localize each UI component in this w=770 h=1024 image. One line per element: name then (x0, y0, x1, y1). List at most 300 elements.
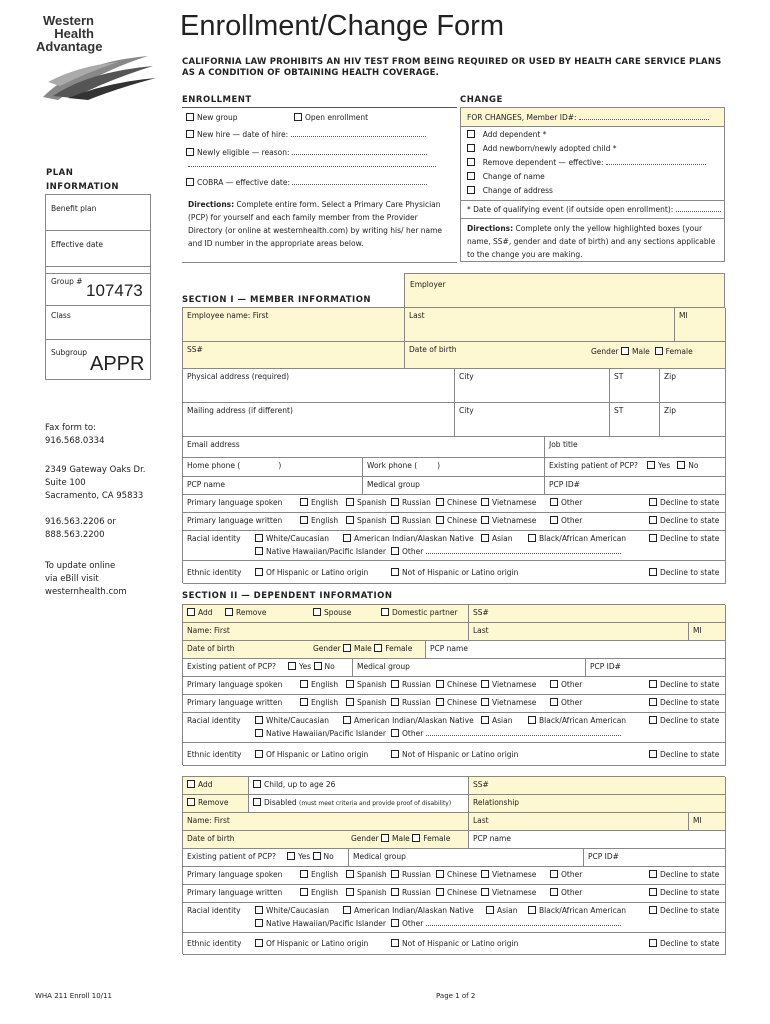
dep1-racial-row (183, 713, 726, 743)
opt-chinese[interactable] (436, 698, 477, 707)
other-label: Other (561, 870, 583, 879)
checkbox-icon (187, 798, 195, 806)
opt-spanish[interactable] (346, 870, 387, 879)
change-name-checkbox[interactable] (467, 172, 545, 181)
yes-label: Yes (658, 461, 671, 470)
race-other-field[interactable] (426, 735, 621, 736)
opt-native-hawaiian[interactable] (255, 729, 386, 738)
opt-black[interactable] (528, 534, 626, 543)
dep1-dob-field[interactable] (183, 641, 426, 659)
add-dependent-label: Add dependent * (482, 130, 547, 139)
opt-decline[interactable] (649, 698, 719, 707)
mailing-city-field[interactable] (455, 403, 610, 437)
vietnamese-label: Vietnamese (492, 698, 537, 707)
asian-label: Asian (492, 534, 513, 543)
checkbox-icon (467, 186, 475, 194)
opt-russian[interactable] (391, 498, 431, 507)
ethnic-label: Ethnic identity (187, 568, 242, 577)
checkbox-icon (343, 906, 351, 914)
male-checkbox[interactable] (621, 347, 629, 355)
checkbox-icon (481, 516, 489, 524)
logo-text (36, 13, 103, 54)
newly-eligible-reason-field[interactable] (292, 154, 427, 155)
dep2-lang-spoken-row (183, 867, 726, 885)
opt-asian[interactable] (486, 906, 517, 915)
lang-spoken-label: Primary language spoken (187, 680, 283, 689)
opt-english[interactable] (300, 888, 338, 897)
opt-spanish[interactable] (346, 698, 387, 707)
mi-label: MI (679, 311, 688, 320)
opt-decline[interactable] (649, 568, 719, 577)
white-label: White/Caucasian (266, 534, 329, 543)
opt-decline[interactable] (649, 498, 719, 507)
opt-english[interactable] (300, 498, 338, 507)
checkbox-icon (186, 130, 194, 138)
section2-heading: SECTION II — DEPENDENT INFORMATION (182, 591, 393, 601)
opt-decline[interactable] (649, 750, 719, 759)
opt-russian[interactable] (391, 516, 431, 525)
employer-field[interactable] (404, 273, 725, 308)
opt-decline[interactable] (649, 534, 719, 543)
checkbox-icon (486, 906, 494, 914)
ssn-label: SS# (473, 608, 489, 617)
opt-spanish[interactable] (346, 498, 387, 507)
opt-native-hawaiian[interactable] (255, 919, 386, 928)
opt-decline[interactable] (649, 939, 719, 948)
dep1-ethnic-row (183, 743, 726, 766)
opt-chinese[interactable] (436, 870, 477, 879)
no-label: No (323, 852, 334, 861)
section1-heading: SECTION I — MEMBER INFORMATION (182, 295, 372, 305)
pcp-name-field[interactable] (183, 477, 363, 495)
cobra-checkbox[interactable] (186, 178, 427, 187)
russian-label: Russian (402, 870, 431, 879)
add-dependent-checkbox[interactable] (467, 130, 546, 139)
dep2-remove-checkbox[interactable] (183, 795, 249, 813)
dep2-dob-field[interactable] (183, 831, 469, 849)
opt-vietnamese[interactable] (481, 516, 536, 525)
opt-decline[interactable] (649, 870, 719, 879)
yes-checkbox[interactable] (647, 461, 655, 469)
no-checkbox[interactable] (677, 461, 685, 469)
opt-chinese[interactable] (436, 888, 477, 897)
checkbox-icon (436, 888, 444, 896)
opt-asian[interactable] (481, 716, 512, 725)
member-id-field[interactable] (579, 119, 709, 120)
not-hispanic-label: Not of Hispanic or Latino origin (402, 939, 519, 948)
dob-field[interactable] (405, 342, 726, 369)
checkbox-icon (346, 870, 354, 878)
checkbox-icon (391, 750, 399, 758)
dep1-medical-group-field[interactable] (353, 659, 586, 677)
checkbox-icon (186, 178, 194, 186)
checkbox-icon (255, 729, 263, 737)
physical-address-label: Physical address (required) (187, 372, 290, 381)
directions-label: Directions: (188, 200, 235, 209)
female-checkbox[interactable] (412, 834, 420, 842)
dep2-pcp-name-field[interactable] (469, 831, 726, 849)
spanish-label: Spanish (357, 680, 387, 689)
opt-other[interactable] (550, 698, 582, 707)
opt-decline[interactable] (649, 716, 719, 725)
opt-not-hispanic[interactable] (391, 939, 518, 948)
opt-vietnamese[interactable] (481, 680, 536, 689)
russian-label: Russian (402, 498, 431, 507)
chinese-label: Chinese (447, 516, 477, 525)
mailing-state-field[interactable] (610, 403, 660, 437)
opt-chinese[interactable] (436, 680, 477, 689)
dep1-lang-written-row (183, 695, 726, 713)
other-label: Other (561, 516, 583, 525)
gender-label: Gender (591, 347, 619, 356)
dep1-lang-spoken-row (183, 677, 726, 695)
dep2-existing-pcp (183, 849, 349, 867)
checkbox-icon (467, 158, 475, 166)
cobra-date-field[interactable] (292, 184, 427, 185)
yes-label: Yes (299, 662, 312, 671)
opt-white[interactable] (255, 534, 329, 543)
opt-chinese[interactable] (436, 516, 477, 525)
opt-russian[interactable] (391, 870, 431, 879)
english-label: English (311, 680, 339, 689)
female-checkbox[interactable] (655, 347, 663, 355)
new-hire-checkbox[interactable] (186, 130, 426, 139)
work-phone-field[interactable]: Work phone ( ) (363, 458, 545, 477)
page-number: Page 1 of 2 (436, 992, 476, 1000)
add-newborn-checkbox[interactable] (467, 144, 617, 153)
state-label: ST (614, 372, 624, 381)
effective-date-field[interactable] (46, 231, 150, 267)
no-checkbox[interactable] (314, 662, 322, 670)
lang-written-label: Primary language written (187, 888, 283, 897)
mailing-city-label: City (459, 406, 474, 415)
checkbox-icon (649, 906, 657, 914)
yes-checkbox[interactable] (287, 852, 295, 860)
dependent2-table (182, 776, 725, 954)
opt-asian[interactable] (481, 534, 512, 543)
s1-ethnic-row (183, 561, 726, 584)
opt-race-other[interactable] (391, 919, 621, 928)
remove-dependent-checkbox[interactable] (467, 158, 706, 167)
newly-eligible-label: Newly eligible — reason: (197, 148, 290, 157)
remove-effective-field[interactable] (606, 164, 706, 165)
zip-field[interactable] (660, 369, 726, 403)
logo-mark-icon (38, 52, 158, 102)
opt-english[interactable] (300, 680, 338, 689)
checkbox-icon (300, 498, 308, 506)
mailing-zip-field[interactable] (660, 403, 726, 437)
dep1-pcp-name-field[interactable] (426, 641, 726, 659)
checkbox-icon (255, 568, 263, 576)
opt-russian[interactable] (391, 698, 431, 707)
qualifying-label: * Date of qualifying event (if outside open enrollment): (467, 205, 674, 214)
email-field[interactable] (183, 437, 545, 458)
dep2-ssn-field[interactable] (469, 777, 726, 795)
checkbox-icon (649, 750, 657, 758)
checkbox-icon (346, 680, 354, 688)
dep1-last-name-field[interactable] (469, 623, 689, 641)
dep1-remove-checkbox[interactable] (225, 608, 266, 617)
checkbox-icon (346, 888, 354, 896)
checkbox-icon (255, 547, 263, 555)
dep1-add-checkbox[interactable] (187, 608, 213, 617)
dob-label: Date of birth (187, 834, 235, 843)
member-info-table (182, 307, 725, 583)
vietnamese-label: Vietnamese (492, 870, 537, 879)
mailing-zip-label: Zip (664, 406, 676, 415)
opt-black[interactable] (528, 906, 626, 915)
hispanic-label: Of Hispanic or Latino origin (266, 750, 369, 759)
dob-label: Date of birth (409, 345, 457, 354)
new-hire-label: New hire — date of hire: (197, 130, 289, 139)
male-checkbox[interactable] (381, 834, 389, 842)
checkbox-icon (255, 919, 263, 927)
reason-line-2[interactable] (188, 166, 436, 167)
russian-label: Russian (402, 888, 431, 897)
state-field[interactable] (610, 369, 660, 403)
change-address-label: Change of address (482, 186, 553, 195)
employee-last-name-field[interactable] (405, 308, 675, 342)
opt-not-hispanic[interactable] (391, 750, 518, 759)
opt-am-indian[interactable] (343, 534, 474, 543)
checkbox-icon (649, 716, 657, 724)
dep2-child-checkbox[interactable] (249, 777, 469, 795)
pcp-id-label: PCP ID# (549, 480, 580, 489)
checkbox-icon (436, 698, 444, 706)
s1-lang-spoken-row (183, 495, 726, 513)
black-label: Black/African American (539, 906, 627, 915)
opt-spanish[interactable] (346, 680, 387, 689)
pcp-name-label: PCP name (473, 834, 511, 843)
last-name-label: Last (473, 816, 489, 825)
opt-hispanic[interactable] (255, 568, 368, 577)
opt-hispanic[interactable] (255, 750, 368, 759)
dep2-first-name-field[interactable] (183, 813, 469, 831)
employee-first-name-field[interactable] (183, 308, 405, 342)
opt-decline[interactable] (649, 680, 719, 689)
dep1-domestic-checkbox[interactable] (381, 608, 458, 617)
checkbox-icon (528, 906, 536, 914)
female-label: Female (385, 644, 413, 653)
opt-russian[interactable] (391, 680, 431, 689)
phone-line1: 916.563.2206 or (45, 517, 116, 527)
class-label: Class (51, 311, 71, 320)
opt-vietnamese[interactable] (481, 498, 536, 507)
opt-english[interactable] (300, 516, 338, 525)
open-enrollment-checkbox[interactable] (294, 113, 368, 122)
checkbox-icon (649, 568, 657, 576)
checkbox-icon (346, 498, 354, 506)
checkbox-icon (436, 498, 444, 506)
female-checkbox[interactable] (374, 644, 382, 652)
white-label: White/Caucasian (266, 716, 329, 725)
pcp-name-label: PCP name (187, 480, 225, 489)
yes-checkbox[interactable] (288, 662, 296, 670)
opt-native-hawaiian[interactable] (255, 547, 386, 556)
new-hire-date-field[interactable] (291, 136, 426, 137)
opt-race-other[interactable] (391, 729, 621, 738)
employer-label: Employer (410, 280, 446, 289)
change-address-checkbox[interactable] (467, 186, 553, 195)
checkbox-icon (187, 780, 195, 788)
checkbox-icon (481, 870, 489, 878)
dep1-mi-field[interactable] (689, 623, 726, 641)
ethnic-label: Ethnic identity (187, 750, 242, 759)
male-checkbox[interactable] (343, 644, 351, 652)
dep1-ssn-field[interactable] (469, 605, 726, 623)
opt-english[interactable] (300, 870, 338, 879)
new-group-checkbox[interactable] (186, 113, 238, 122)
subgroup-value: APPR (90, 353, 145, 375)
existing-pcp-label: Existing patient of PCP? (187, 662, 277, 671)
opt-other[interactable] (550, 870, 582, 879)
address-line2: Suite 100 (45, 478, 86, 488)
add-label: Add (198, 608, 213, 617)
ssn-label: SS# (473, 780, 489, 789)
qualifying-date-field[interactable] (676, 211, 721, 212)
mailing-address-field[interactable] (183, 403, 455, 437)
race-other-field[interactable] (426, 553, 621, 554)
newly-eligible-checkbox[interactable] (186, 148, 427, 157)
no-checkbox[interactable] (313, 852, 321, 860)
dep1-first-name-field[interactable] (183, 623, 469, 641)
logo (28, 14, 158, 104)
online-link[interactable]: westernhealth.com (45, 587, 127, 597)
spanish-label: Spanish (357, 888, 387, 897)
english-label: English (311, 870, 339, 879)
gender-label: Gender (313, 644, 341, 653)
medical-group-label: Medical group (357, 662, 410, 671)
checkbox-icon (649, 888, 657, 896)
medical-group-field[interactable] (363, 477, 545, 495)
dep1-pcp-id-field[interactable] (586, 659, 726, 677)
checkbox-icon (649, 698, 657, 706)
effective-date-label: Effective date (51, 240, 104, 249)
opt-decline[interactable] (649, 888, 719, 897)
opt-white[interactable] (255, 716, 329, 725)
race-other-field[interactable] (426, 925, 621, 926)
ssn-label: SS# (187, 345, 203, 354)
change-directions (467, 222, 722, 261)
form-code: WHA 211 Enroll 10/11 (35, 992, 112, 1000)
checkbox-icon (300, 680, 308, 688)
gender-label: Gender (351, 834, 379, 843)
english-label: English (311, 888, 339, 897)
employee-first-label: Employee name: First (187, 311, 269, 320)
add-newborn-label: Add newborn/newly adopted child * (482, 144, 617, 153)
plan-heading-line1: PLAN (46, 168, 74, 178)
vietnamese-label: Vietnamese (492, 680, 537, 689)
checkbox-icon (481, 888, 489, 896)
qualifying-event[interactable] (467, 205, 721, 214)
pcp-id-label: PCP ID# (590, 662, 621, 671)
dep2-last-name-field[interactable] (469, 813, 689, 831)
city-field[interactable] (455, 369, 610, 403)
existing-pcp-label: Existing patient of PCP? (187, 852, 277, 861)
dep2-pcp-id-field[interactable] (584, 849, 726, 867)
racial-label: Racial identity (187, 906, 241, 915)
opt-other[interactable] (550, 498, 582, 507)
chinese-label: Chinese (447, 680, 477, 689)
spanish-label: Spanish (357, 516, 387, 525)
checkbox-icon (391, 870, 399, 878)
racial-label: Racial identity (187, 534, 241, 543)
checkbox-icon (391, 919, 399, 927)
job-title-field[interactable] (545, 437, 726, 458)
dep2-disabled-checkbox[interactable] (249, 795, 469, 813)
opt-spanish[interactable] (346, 516, 387, 525)
opt-not-hispanic[interactable] (391, 568, 518, 577)
opt-decline[interactable] (649, 516, 719, 525)
am-indian-label: American Indian/Alaskan Native (354, 716, 474, 725)
dep2-mi-field[interactable] (689, 813, 726, 831)
opt-white[interactable] (255, 906, 329, 915)
russian-label: Russian (402, 698, 431, 707)
russian-label: Russian (402, 680, 431, 689)
opt-hispanic[interactable] (255, 939, 368, 948)
dep2-add-checkbox[interactable] (183, 777, 249, 795)
female-label: Female (423, 834, 451, 843)
opt-other[interactable] (550, 516, 582, 525)
opt-vietnamese[interactable] (481, 870, 536, 879)
checkbox-icon (649, 870, 657, 878)
opt-race-other[interactable] (391, 547, 621, 556)
home-phone-field[interactable]: Home phone ( ) (183, 458, 363, 477)
opt-vietnamese[interactable] (481, 888, 536, 897)
opt-am-indian[interactable] (343, 716, 474, 725)
checkbox-icon (294, 113, 302, 121)
employee-mi-field[interactable] (675, 308, 726, 342)
online-line1: To update online (45, 561, 116, 571)
checkbox-icon (550, 698, 558, 706)
opt-am-indian[interactable] (343, 906, 474, 915)
pcp-id-field[interactable] (545, 477, 726, 495)
decline-label: Decline to state (660, 906, 720, 915)
benefit-plan-field[interactable] (46, 195, 150, 231)
spanish-label: Spanish (357, 498, 387, 507)
dob-label: Date of birth (187, 644, 235, 653)
fax-number: 916.568.0334 (45, 436, 105, 446)
member-id-row[interactable] (461, 108, 724, 127)
physical-address-field[interactable] (183, 369, 455, 403)
opt-other[interactable] (550, 888, 582, 897)
opt-other[interactable] (550, 680, 582, 689)
spanish-label: Spanish (357, 698, 387, 707)
change-directions-text: Complete only the yellow highlighted boxes (your name, SS#, gender and date of birth) and any sections applicable to the change you are making. (467, 224, 716, 259)
enrollment-heading: ENROLLMENT (182, 95, 252, 105)
dep2-relationship-field[interactable] (469, 795, 726, 813)
opt-english[interactable] (300, 698, 338, 707)
dep1-spouse-checkbox[interactable] (313, 608, 351, 617)
phone-line2: 888.563.2200 (45, 530, 105, 540)
decline-label: Decline to state (660, 698, 720, 707)
opt-vietnamese[interactable] (481, 698, 536, 707)
other-label: Other (561, 888, 583, 897)
opt-russian[interactable] (391, 888, 431, 897)
opt-black[interactable] (528, 716, 626, 725)
opt-spanish[interactable] (346, 888, 387, 897)
checkbox-icon (253, 798, 261, 806)
address-line1: 2349 Gateway Oaks Dr. (45, 465, 146, 475)
chinese-label: Chinese (447, 698, 477, 707)
vietnamese-label: Vietnamese (492, 498, 537, 507)
race-other-label: Other (402, 729, 424, 738)
checkbox-icon (528, 534, 536, 542)
opt-chinese[interactable] (436, 498, 477, 507)
ssn-field[interactable] (183, 342, 405, 369)
opt-decline[interactable] (649, 906, 719, 915)
dep2-medical-group-field[interactable] (349, 849, 584, 867)
